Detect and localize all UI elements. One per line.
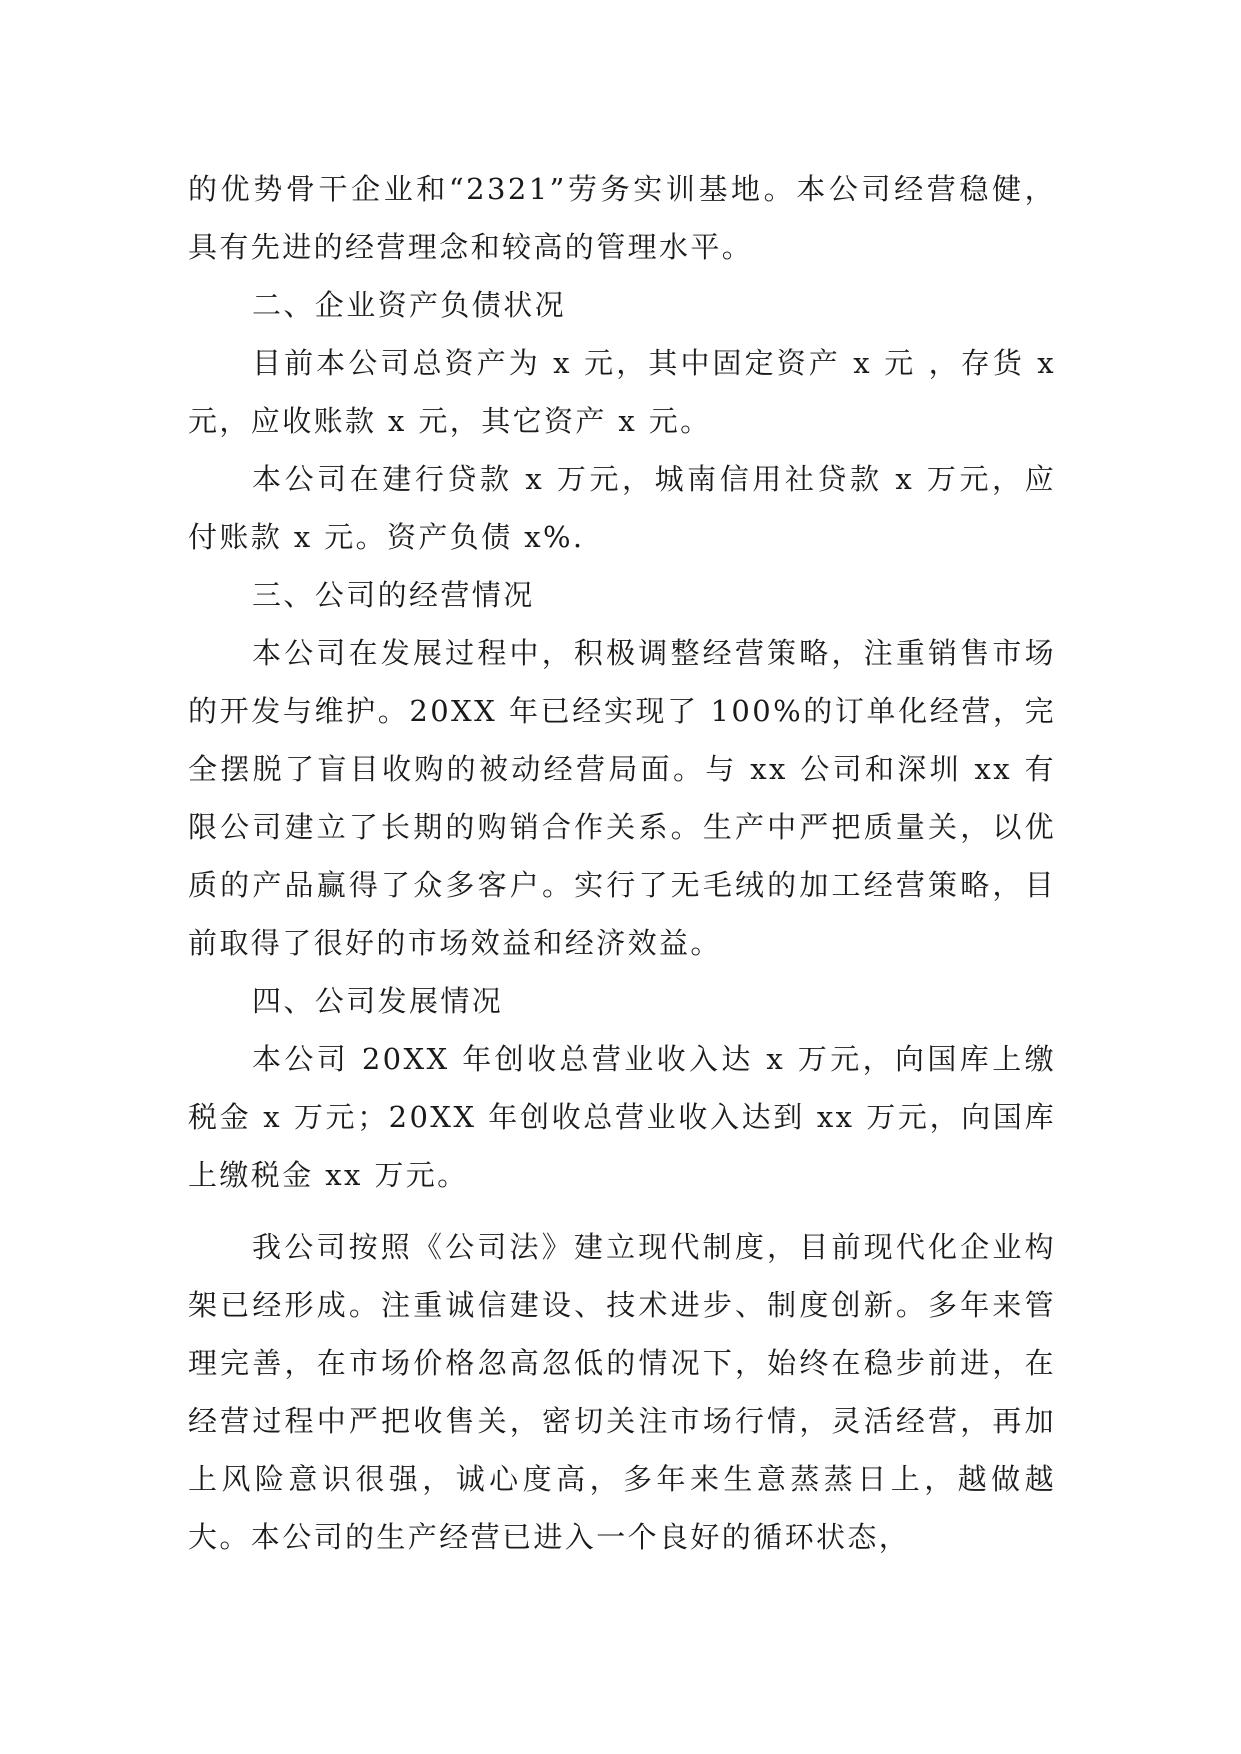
paragraph-operations: 本公司在发展过程中，积极调整经营策略，注重销售市场的开发与维护。20XX 年已经实现了 100%的订单化经营，完全摆脱了盲目收购的被动经营局面。与 xx 公司和深圳 xx 有限公司建立了长期的购销合作关系。生产中严把质量关，以优质的产品赢得了众多客户。实行了无毛绒的加工经营策略，目前取得了很好的市场效益和经济效益。 bbox=[188, 636, 1056, 960]
document-body bbox=[188, 160, 1056, 1566]
paragraph-continuation: 的优势骨干企业和“2321”劳务实训基地。本公司经营稳健，具有先进的经营理念和较高的管理水平。 bbox=[188, 172, 1056, 264]
paragraph-management: 我公司按照《公司法》建立现代制度，目前现代化企业构架已经形成。注重诚信建设、技术进步、制度创新。多年来管理完善，在市场价格忽高忽低的情况下，始终在稳步前进，在经营过程中严把收售关，密切关注市场行情，灵活经营，再加上风险意识很强，诚心度高，多年来生意蒸蒸日上，越做越大。本公司的生产经营已进入一个良好的循环状态， bbox=[188, 1230, 1056, 1554]
paragraph-total-assets: 目前本公司总资产为 x 元，其中固定资产 x 元 ，存货 x 元，应收账款 x 元，其它资产 x 元。 bbox=[188, 346, 1056, 438]
paragraph-revenue: 本公司 20XX 年创收总营业收入达 x 万元，向国库上缴税金 x 万元；20XX 年创收总营业收入达到 xx 万元，向国库上缴税金 xx 万元。 bbox=[188, 1042, 1056, 1192]
section-heading-operations: 三、公司的经营情况 bbox=[252, 578, 535, 612]
paragraph-loans: 本公司在建行贷款 x 万元，城南信用社贷款 x 万元，应付账款 x 元。资产负债 x%. bbox=[188, 462, 1056, 554]
section-heading-development: 四、公司发展情况 bbox=[252, 984, 504, 1018]
section-heading-assets-liabilities: 二、企业资产负债状况 bbox=[252, 288, 567, 322]
